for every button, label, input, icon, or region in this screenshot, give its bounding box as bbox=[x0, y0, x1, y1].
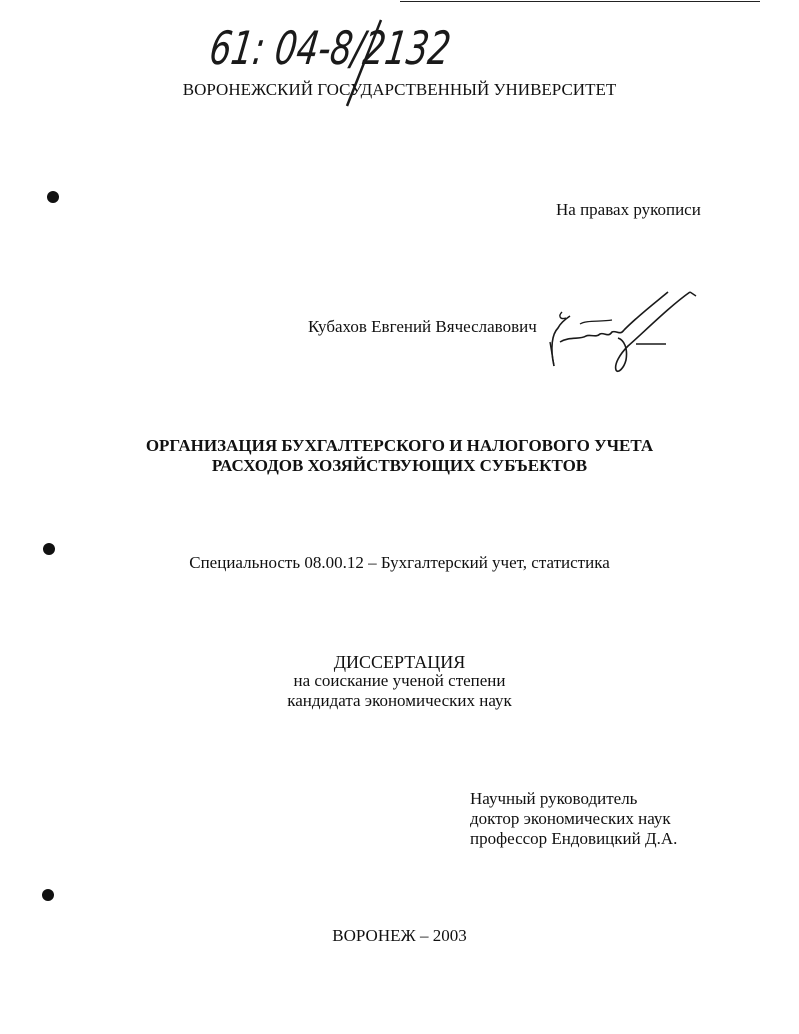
advisor-degree: доктор экономических наук bbox=[470, 809, 671, 828]
city-year: ВОРОНЕЖ – 2003 bbox=[332, 926, 467, 945]
title-line-1: ОРГАНИЗАЦИЯ БУХГАЛТЕРСКОГО И НАЛОГОВОГО УЧЕТА bbox=[145, 436, 654, 455]
punch-hole-top bbox=[47, 191, 59, 203]
dissertation-heading: ДИССЕРТАЦИЯ bbox=[333, 652, 466, 672]
dissertation-degree-line-1: на соискание ученой степени bbox=[293, 671, 506, 690]
dissertation-degree-line-2: кандидата экономических наук bbox=[287, 691, 512, 710]
advisor-role: Научный руководитель bbox=[470, 789, 638, 808]
archive-number-text: 61: 04-8/2132 bbox=[206, 21, 540, 75]
punch-hole-middle bbox=[43, 543, 55, 555]
top-border-line bbox=[400, 1, 760, 2]
handwritten-archive-number bbox=[206, 14, 540, 78]
punch-hole-bottom bbox=[42, 889, 54, 901]
author-signature bbox=[540, 286, 710, 376]
specialty-line: Специальность 08.00.12 – Бухгалтерский учет, статистика bbox=[189, 553, 610, 572]
title-line-2: РАСХОДОВ ХОЗЯЙСТВУЮЩИХ СУБЪЕКТОВ bbox=[211, 456, 588, 475]
rights-note: На правах рукописи bbox=[556, 200, 701, 219]
advisor-name: профессор Ендовицкий Д.А. bbox=[470, 829, 678, 848]
author-name: Кубахов Евгений Вячеславович bbox=[308, 317, 537, 336]
dissertation-title bbox=[0, 436, 799, 476]
university-name: ВОРОНЕЖСКИЙ ГОСУДАРСТВЕННЫЙ УНИВЕРСИТЕТ bbox=[182, 80, 617, 99]
scientific-advisor bbox=[470, 789, 677, 849]
